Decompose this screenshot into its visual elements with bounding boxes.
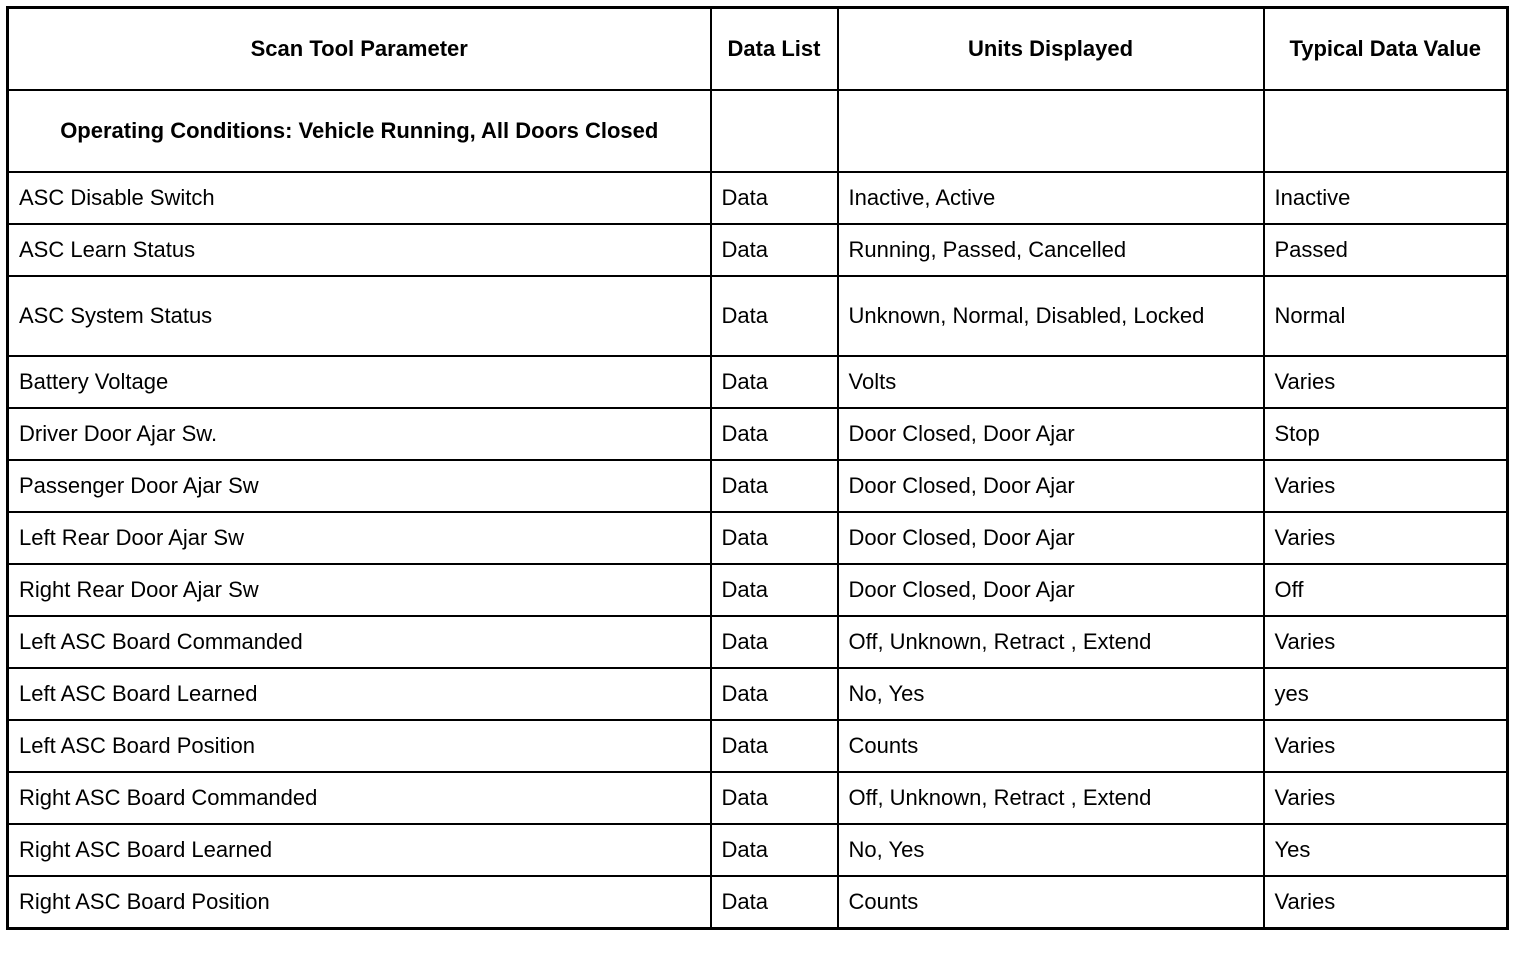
units-cell: Counts <box>838 876 1264 929</box>
units-cell: No, Yes <box>838 668 1264 720</box>
data-list-cell: Data <box>711 276 838 356</box>
data-list-cell: Data <box>711 172 838 224</box>
parameter-cell: Right ASC Board Learned <box>8 824 711 876</box>
data-list-cell: Data <box>711 772 838 824</box>
table-row <box>8 172 1508 224</box>
table-row <box>8 408 1508 460</box>
table-row <box>8 224 1508 276</box>
scan-tool-data-table <box>6 6 1509 930</box>
table-row <box>8 276 1508 356</box>
units-cell: Door Closed, Door Ajar <box>838 460 1264 512</box>
scan-tool-data-sheet <box>6 6 1506 930</box>
parameter-cell: Left ASC Board Commanded <box>8 616 711 668</box>
units-cell: Volts <box>838 356 1264 408</box>
table-row <box>8 564 1508 616</box>
units-cell: Running, Passed, Cancelled <box>838 224 1264 276</box>
units-cell: Door Closed, Door Ajar <box>838 564 1264 616</box>
parameter-cell: Battery Voltage <box>8 356 711 408</box>
parameter-cell: Passenger Door Ajar Sw <box>8 460 711 512</box>
parameter-cell: Left ASC Board Learned <box>8 668 711 720</box>
data-list-cell: Data <box>711 720 838 772</box>
units-cell: No, Yes <box>838 824 1264 876</box>
data-list-cell: Data <box>711 512 838 564</box>
typical-value-cell: Yes <box>1264 824 1508 876</box>
typical-value-cell: Varies <box>1264 616 1508 668</box>
parameter-cell: ASC System Status <box>8 276 711 356</box>
empty-cell <box>711 90 838 172</box>
units-cell: Unknown, Normal, Disabled, Locked <box>838 276 1264 356</box>
typical-value-cell: Off <box>1264 564 1508 616</box>
data-list-cell: Data <box>711 824 838 876</box>
table-header-row <box>8 8 1508 91</box>
units-cell: Counts <box>838 720 1264 772</box>
parameter-cell: Left Rear Door Ajar Sw <box>8 512 711 564</box>
data-list-cell: Data <box>711 616 838 668</box>
parameter-cell: Right ASC Board Position <box>8 876 711 929</box>
typical-value-cell: Passed <box>1264 224 1508 276</box>
parameter-cell: ASC Disable Switch <box>8 172 711 224</box>
data-list-cell: Data <box>711 408 838 460</box>
typical-value-cell: Varies <box>1264 512 1508 564</box>
typical-value-cell: Stop <box>1264 408 1508 460</box>
units-cell: Door Closed, Door Ajar <box>838 408 1264 460</box>
data-list-cell: Data <box>711 564 838 616</box>
parameter-cell: ASC Learn Status <box>8 224 711 276</box>
parameter-cell: Right Rear Door Ajar Sw <box>8 564 711 616</box>
data-list-cell: Data <box>711 224 838 276</box>
header-typical-data-value: Typical Data Value <box>1264 8 1508 91</box>
table-row <box>8 876 1508 929</box>
table-row <box>8 356 1508 408</box>
units-cell: Off, Unknown, Retract , Extend <box>838 772 1264 824</box>
operating-conditions-row <box>8 90 1508 172</box>
typical-value-cell: Varies <box>1264 356 1508 408</box>
data-list-cell: Data <box>711 460 838 512</box>
table-row <box>8 460 1508 512</box>
table-row <box>8 824 1508 876</box>
table-row <box>8 616 1508 668</box>
data-list-cell: Data <box>711 668 838 720</box>
empty-cell <box>1264 90 1508 172</box>
typical-value-cell: Inactive <box>1264 172 1508 224</box>
parameter-cell: Driver Door Ajar Sw. <box>8 408 711 460</box>
table-row <box>8 512 1508 564</box>
data-list-cell: Data <box>711 356 838 408</box>
empty-cell <box>838 90 1264 172</box>
typical-value-cell: Normal <box>1264 276 1508 356</box>
table-row <box>8 668 1508 720</box>
units-cell: Off, Unknown, Retract , Extend <box>838 616 1264 668</box>
parameter-cell: Right ASC Board Commanded <box>8 772 711 824</box>
table-row <box>8 720 1508 772</box>
operating-conditions-label: Operating Conditions: Vehicle Running, All Doors Closed <box>8 90 711 172</box>
header-data-list: Data List <box>711 8 838 91</box>
data-list-cell: Data <box>711 876 838 929</box>
typical-value-cell: Varies <box>1264 460 1508 512</box>
units-cell: Door Closed, Door Ajar <box>838 512 1264 564</box>
units-cell: Inactive, Active <box>838 172 1264 224</box>
table-row <box>8 772 1508 824</box>
parameter-cell: Left ASC Board Position <box>8 720 711 772</box>
typical-value-cell: Varies <box>1264 720 1508 772</box>
header-scan-tool-parameter: Scan Tool Parameter <box>8 8 711 91</box>
typical-value-cell: Varies <box>1264 772 1508 824</box>
typical-value-cell: yes <box>1264 668 1508 720</box>
header-units-displayed: Units Displayed <box>838 8 1264 91</box>
typical-value-cell: Varies <box>1264 876 1508 929</box>
